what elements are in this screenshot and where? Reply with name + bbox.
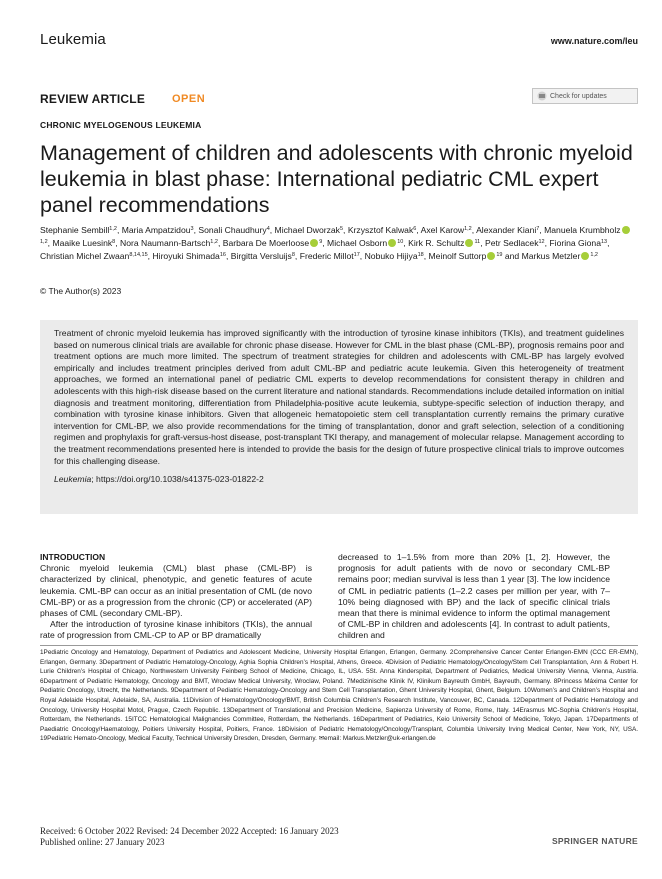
citation-line xyxy=(54,474,624,484)
published-date: Published online: 27 January 2023 xyxy=(40,837,165,847)
author-name[interactable]: Fiorina Giona xyxy=(549,238,601,248)
author-affiliation-marker: 8,14,15 xyxy=(129,252,148,258)
author-affiliation-marker: 6 xyxy=(413,226,417,232)
section-heading-introduction: INTRODUCTION xyxy=(40,552,106,562)
author-name[interactable]: Petr Sedlacek xyxy=(484,238,539,248)
orcid-icon[interactable] xyxy=(487,252,495,260)
journal-site-link[interactable]: www.nature.com/leu xyxy=(550,36,638,46)
citation-journal: Leukemia xyxy=(54,474,92,485)
author-affiliation-marker: 8 xyxy=(112,239,116,245)
author-affiliation-marker: 12 xyxy=(538,239,545,245)
author-name[interactable]: Maria Ampatzidou xyxy=(121,225,191,235)
author-affiliation-marker: 1,2 xyxy=(464,226,472,232)
author-name[interactable]: Stephanie Sembill xyxy=(40,225,110,235)
author-name[interactable]: Sonali Chaudhury xyxy=(198,225,267,235)
orcid-icon[interactable] xyxy=(581,252,589,260)
author-name[interactable]: Michael Osborn xyxy=(327,238,388,248)
footnote-divider xyxy=(40,645,638,646)
author-affiliation-marker: 4 xyxy=(266,226,270,232)
copyright: © The Author(s) 2023 xyxy=(40,286,122,296)
author-affiliation-marker: 1,2 xyxy=(590,252,598,258)
author-name[interactable]: Krzysztof Kalwak xyxy=(347,225,414,235)
publisher-logo: SPRINGER NATURE xyxy=(551,836,638,846)
subject-category: CHRONIC MYELOGENOUS LEUKEMIA xyxy=(40,120,202,130)
author-name[interactable]: Manuela Krumbholz xyxy=(544,225,621,235)
citation-doi[interactable]: ; https://doi.org/10.1038/s41375-023-01822-2 xyxy=(91,474,264,485)
author-affiliation-marker: 3 xyxy=(190,226,194,232)
author-name[interactable]: Alexander Kiani xyxy=(476,225,537,235)
orcid-icon[interactable] xyxy=(622,226,630,234)
author-name[interactable]: Frederic Millot xyxy=(299,251,354,261)
open-access-label: OPEN xyxy=(172,93,206,105)
author-name[interactable]: Barbara De Moerloose xyxy=(222,238,310,248)
author-affiliation-marker: 8 xyxy=(291,252,295,258)
author-affiliation-marker: 9 xyxy=(319,239,323,245)
body-column-left xyxy=(40,552,312,642)
intro-paragraph-2: After the introduction of tyrosine kinase inhibitors (TKIs), the annual rate of progression from CML-CP to AP or BP dramatically xyxy=(40,619,312,641)
author-name[interactable]: Birgitta Versluijs xyxy=(230,251,292,261)
orcid-icon[interactable] xyxy=(310,239,318,247)
affiliations: 1Pediatric Oncology and Hematology, Department of Pediatrics and Adolescent Medicine, University Hospital Erlangen, Erlangen, Germany. 2Comprehensive Cancer Center Erlangen-EMN (CCC ER-EMN), Erlangen, Germany. 3Department of Pediatric Hematology-Oncology, Aghia Sophia Children’s Hospital, Athens, Greece. 4Division of Pediatric Hematology/Oncology/Stem Cell Transplantation, Ann & Robert H. Lurie Children’s Hospital of Chicago, Northwestern University Feinberg School of Medicine, Chicago, IL, USA. 5St. Anna Kinderspital, Department of Pediatrics, Medical University Vienna, Vienna, Austria. 6Department of Pediatric Hematology, Oncology and BMT, Wroclaw Medical University, Wroclaw, Poland. 7Medizinische Klinik IV, Klinikum Bayreuth GmbH, Bayreuth, Germany. 8Princess Máxima Center for Pediatric Oncology, Utrecht, the Netherlands. 9Department of Pediatric Hematology-Oncology and Stem Cell Transplantation, Ghent University Hospital, Ghent, Belgium. 10Women’s and Children’s Hospital and Royal Adelaide Hospital, Adelaide, SA, Australia. 11Division of Hematology/Oncology/BMT, British Columbia Children’s Research Institute, Vancouver, BC, Canada. 12Department of Pediatric Hematology and Oncology, University Hospital Motol, Prague, Czech Republic. 13Department of Translational and Precision Medicine, Sapienza University of Rome, Rome, Italy. 14Erasmus MC-Sophia Children’s Hospital, Rotterdam, the Netherlands. 15ITCC Hematological Malignancies Committee, Rotterdam, the Netherlands. 16Department of Pediatrics, Keio University School of Medicine, Tokyo, Japan. 17Departments of Paediatric Oncology/Haematology, Poitiers University Hospital, Poitiers, France. 18Division of Pediatric Hematology/Oncology/Transplant, Columbia University Irving Medical Center, New York, NY, USA. 19Pediatric Hemato-Oncology, Medical Faculty, Technical University Dresden, Dresden, Germany. ✉email: Markus.Metzler@uk-erlangen.de xyxy=(40,649,638,743)
author-name[interactable]: Kirk R. Schultz xyxy=(408,238,465,248)
author-name[interactable]: Meinolf Suttorp xyxy=(428,251,487,261)
author-name[interactable]: Axel Karow xyxy=(420,225,465,235)
received-dates: Received: 6 October 2022 Revised: 24 December 2022 Accepted: 16 January 2023 xyxy=(40,826,339,836)
article-title: Management of children and adolescents with chronic myeloid leukemia in blast phase: International pediatric CML expert panel recommendations xyxy=(40,141,633,217)
author-list: Stephanie Sembill$^{1,2}$, Maria Ampatzidou$^3$, Sonali Chaudhury$^4$, Michael Dworzak$^5$, Krzysztof Kalwak$^6$, Axel Karow$^{1,2}$, Alexander Kiani$^7$, Manuela Krumbholz$^{1,2}$, Maaike Luesink$^8$, Nora Naumann-Bartsch$^{1,2}$, Barbara De Moerloose $^9$, Michael Osborn $^{10}$, Kirk R. Schultz $^{11}$, Petr Sedlacek$^{12}$, Fiorina Giona$^{13}$, Christian Michel Zwaan$^{8,14,15}$, Hiroyuki Shimada$^{16}$, Birgitta Versluijs$^8$, Frederic Millot$^{17}$, Nobuko Hijiya$^{18}$, Meinolf Suttorp $^{19}$ and Markus Metzler $^{1,2}$ xyxy=(40,224,640,263)
author-affiliation-marker: 18 xyxy=(417,252,424,258)
author-name[interactable]: Michael Dworzak xyxy=(274,225,340,235)
abstract-text: Treatment of chronic myeloid leukemia has improved significantly with the introduction of tyrosine kinase inhibitors (TKIs), and treatment guidelines based on numerous clinical trials are available for chronic phase disease. However for CML in the blast phase (CML-BP), prognosis remains poor and treatment options are much more limited. The spectrum of treatment strategies for children and adolescents with CML-BP has largely evolved empirically and includes treatment principles derived from adult CML-BP and pediatric acute leukemia. Given this heterogeneity of treatment approaches, we formed an international panel of pediatric CML experts to develop recommendations for consistent therapy in children and adolescents with this high-risk disease based on the current literature and national standards. Recommendations include detailed information on initial diagnosis and treatment monitoring, differentiation from Philadelphia-positive acute leukemia, subtype-specific selection of induction therapy, and combination with tyrosine kinase inhibitors. Given that allogeneic hematopoietic stem cell transplantation currently remains the primary curative intervention for CML-BP, we also provide recommendations for the timing of transplantation, donor and graft selection, selection of a conditioning regimen and prophylaxis for graft-versus-host disease, post-transplant TKI therapy, and management of molecular relapse. Management according to the treatment recommendations presented here is intended to provide the basis for the design of future prospective clinical trials to improve outcomes for this challenging disease. xyxy=(54,328,624,466)
abstract-box xyxy=(40,320,638,514)
author-affiliation-marker: 1,2 xyxy=(40,239,48,245)
check-for-updates-button[interactable] xyxy=(532,88,638,104)
author-affiliation-marker: 16 xyxy=(219,252,226,258)
body-column-right xyxy=(338,552,610,642)
journal-name: Leukemia xyxy=(40,31,106,48)
intro-paragraph-3: decreased to 1–1.5% from more than 20% [1, 2]. However, the prognosis for adult patients with de novo or secondary CML-BP remains poor; median survival is less than 1 year [3]. The low incidence of CML in pediatric patients (1–2.2 cases per million per year, with 7–10% being diagnosed with BP) and the lack of specific clinical trials mean that there is minimal evidence to inform the optimal management of CML-BP in children and adolescents [4]. In contrast to adult patients, children and xyxy=(338,552,610,641)
orcid-icon[interactable] xyxy=(388,239,396,247)
intro-paragraph-1: Chronic myeloid leukemia (CML) blast phase (CML-BP) is characterized by clinical, phenotypic, and genetic features of acute leukemia. CML-BP can occur as an initial presentation of CML (de novo CML-BP) or as a progression from the chronic (CP) or accelerated (AP) phases of CML (secondary CML-BP). xyxy=(40,563,312,619)
author-name[interactable]: Nobuko Hijiya xyxy=(364,251,418,261)
author-affiliation-marker: 19 xyxy=(496,252,503,258)
author-name[interactable]: Christian Michel Zwaan xyxy=(40,251,130,261)
author-name[interactable]: Hiroyuki Shimada xyxy=(152,251,220,261)
author-affiliation-marker: 5 xyxy=(339,226,344,232)
author-affiliation-marker: 13 xyxy=(601,239,608,245)
author-affiliation-marker: 7 xyxy=(536,226,540,232)
orcid-icon[interactable] xyxy=(465,239,473,247)
article-type: REVIEW ARTICLE xyxy=(40,92,146,106)
publication-dates xyxy=(40,826,339,848)
check-for-updates-label: Check for updates xyxy=(550,92,607,100)
author-affiliation-marker: 10 xyxy=(397,239,404,245)
author-name[interactable]: Markus Metzler xyxy=(521,251,581,261)
author-affiliation-marker: 1,2 xyxy=(210,239,218,245)
crossmark-icon xyxy=(537,91,547,101)
author-name[interactable]: Nora Naumann-Bartsch xyxy=(120,238,211,248)
author-affiliation-marker: 11 xyxy=(474,239,481,245)
author-name[interactable]: Maaike Luesink xyxy=(52,238,113,248)
author-affiliation-marker: 1,2 xyxy=(109,226,117,232)
author-affiliation-marker: 17 xyxy=(353,252,360,258)
